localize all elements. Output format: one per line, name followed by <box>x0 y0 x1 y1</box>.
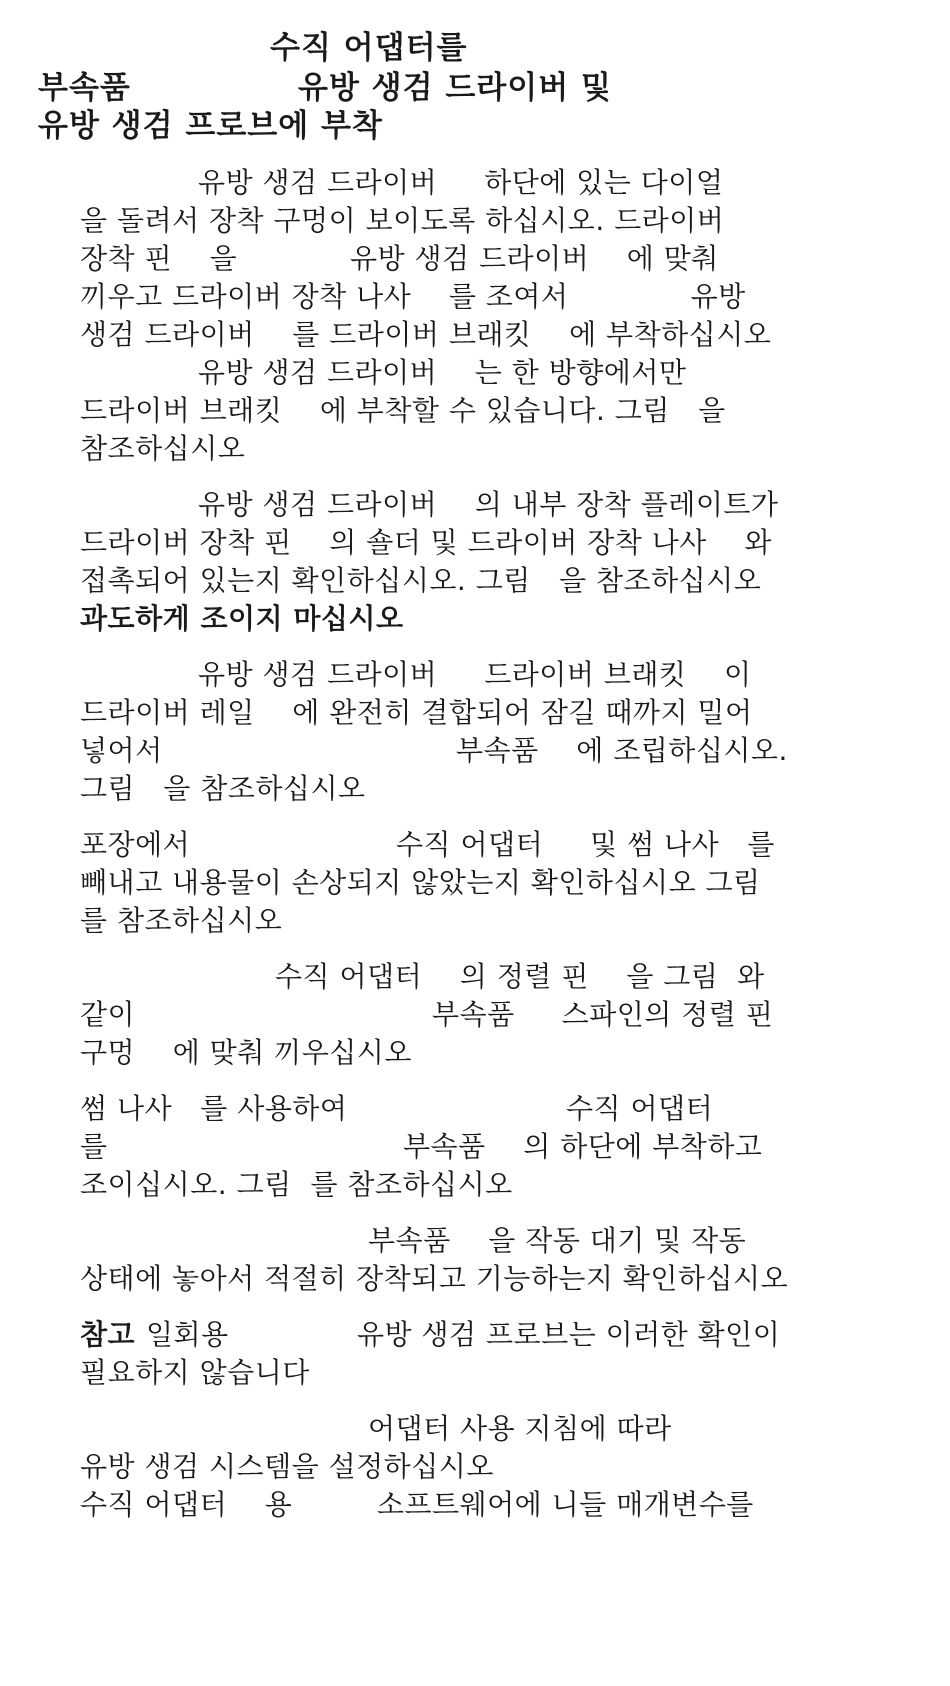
note-line-1b: 유방 생검 프로브는 이러한 확인이 <box>357 1318 781 1351</box>
para8-line-3: 수직 어댑터 용 소프트웨어에 니들 매개변수를 <box>80 1488 754 1521</box>
para6-line-1b: 수직 어댑터 <box>566 1092 714 1125</box>
note-line-2: 필요하지 않습니다 <box>80 1356 310 1389</box>
para1-line-5: 생검 드라이버 를 드라이버 브래킷 에 부착하십시오 <box>80 318 772 351</box>
para1-line-2: 을 돌려서 장착 구멍이 보이도록 하십시오. 드라이버 <box>80 204 725 237</box>
para5-line-3: 구멍 에 맞춰 끼우십시오 <box>80 1036 412 1069</box>
title-line-2-main: 유방 생검 드라이버 및 <box>298 70 612 106</box>
para2-line-3: 접촉되어 있는지 확인하십시오. 그림 을 참조하십시오 <box>80 564 762 597</box>
para6-line-2b: 부속품 의 하단에 부착하고 <box>403 1130 763 1163</box>
para1-line-4: 끼우고 드라이버 장착 나사 를 조여서 유방 <box>80 280 746 313</box>
para3-line-4: 그림 을 참조하십시오 <box>80 772 366 805</box>
title-line-2-prefix: 부속품 <box>38 70 131 106</box>
para3-line-3b: 부속품 에 조립하십시오. <box>456 734 788 767</box>
title-line-1: 수직 어댑터를 <box>270 30 468 66</box>
para8-line-2: 유방 생검 시스템을 설정하십시오 <box>80 1450 494 1483</box>
para1-line-7: 드라이버 브래킷 에 부착할 수 있습니다. 그림 을 <box>80 394 726 427</box>
para1-line-6: 유방 생검 드라이버 는 한 방향에서만 <box>198 356 687 389</box>
para4-line-2: 빼내고 내용물이 손상되지 않았는지 확인하십시오 그림 <box>80 866 761 899</box>
para3-line-3a: 넣어서 <box>80 734 163 767</box>
para6-line-1a: 썸 나사 를 사용하여 <box>80 1092 348 1125</box>
para4-line-1a: 포장에서 <box>80 828 191 861</box>
para6-line-2a: 를 <box>80 1130 108 1163</box>
note-label: 참고 <box>80 1318 136 1351</box>
para3-line-2: 드라이버 레일 에 완전히 결합되어 잠길 때까지 밀어 <box>80 696 753 729</box>
para2-line-2: 드라이버 장착 핀 의 숄더 및 드라이버 장착 나사 와 <box>80 526 772 559</box>
para5-line-2a: 같이 <box>80 998 136 1031</box>
para1-line-3: 장착 핀 을 유방 생검 드라이버 에 맞춰 <box>80 242 719 275</box>
para3-line-1: 유방 생검 드라이버 드라이버 브래킷 이 <box>198 658 752 691</box>
para1-line-8: 참조하십시오 <box>80 432 246 465</box>
para2-line-1: 유방 생검 드라이버 의 내부 장착 플레이트가 <box>198 488 779 521</box>
para8-line-1: 어댑터 사용 지침에 따라 <box>368 1412 672 1445</box>
para7-line-2: 상태에 놓아서 적절히 장착되고 기능하는지 확인하십시오 <box>80 1262 789 1295</box>
warning-text: 과도하게 조이지 마십시오 <box>80 602 404 635</box>
para4-line-3: 를 참조하십시오 <box>80 904 283 937</box>
para1-line-1: 유방 생검 드라이버 하단에 있는 다이얼 <box>198 166 724 199</box>
para7-line-1: 부속품 을 작동 대기 및 작동 <box>368 1224 747 1257</box>
para4-line-1b: 수직 어댑터 및 썸 나사 를 <box>396 828 775 861</box>
para5-line-1: 수직 어댑터 의 정렬 핀 을 그림 와 <box>275 960 765 993</box>
para5-line-2b: 부속품 스파인의 정렬 핀 <box>432 998 774 1031</box>
note-line-1a: 일회용 <box>146 1318 229 1351</box>
para6-line-3: 조이십시오. 그림 를 참조하십시오 <box>80 1168 513 1201</box>
title-line-3: 유방 생검 프로브에 부착 <box>38 108 383 144</box>
